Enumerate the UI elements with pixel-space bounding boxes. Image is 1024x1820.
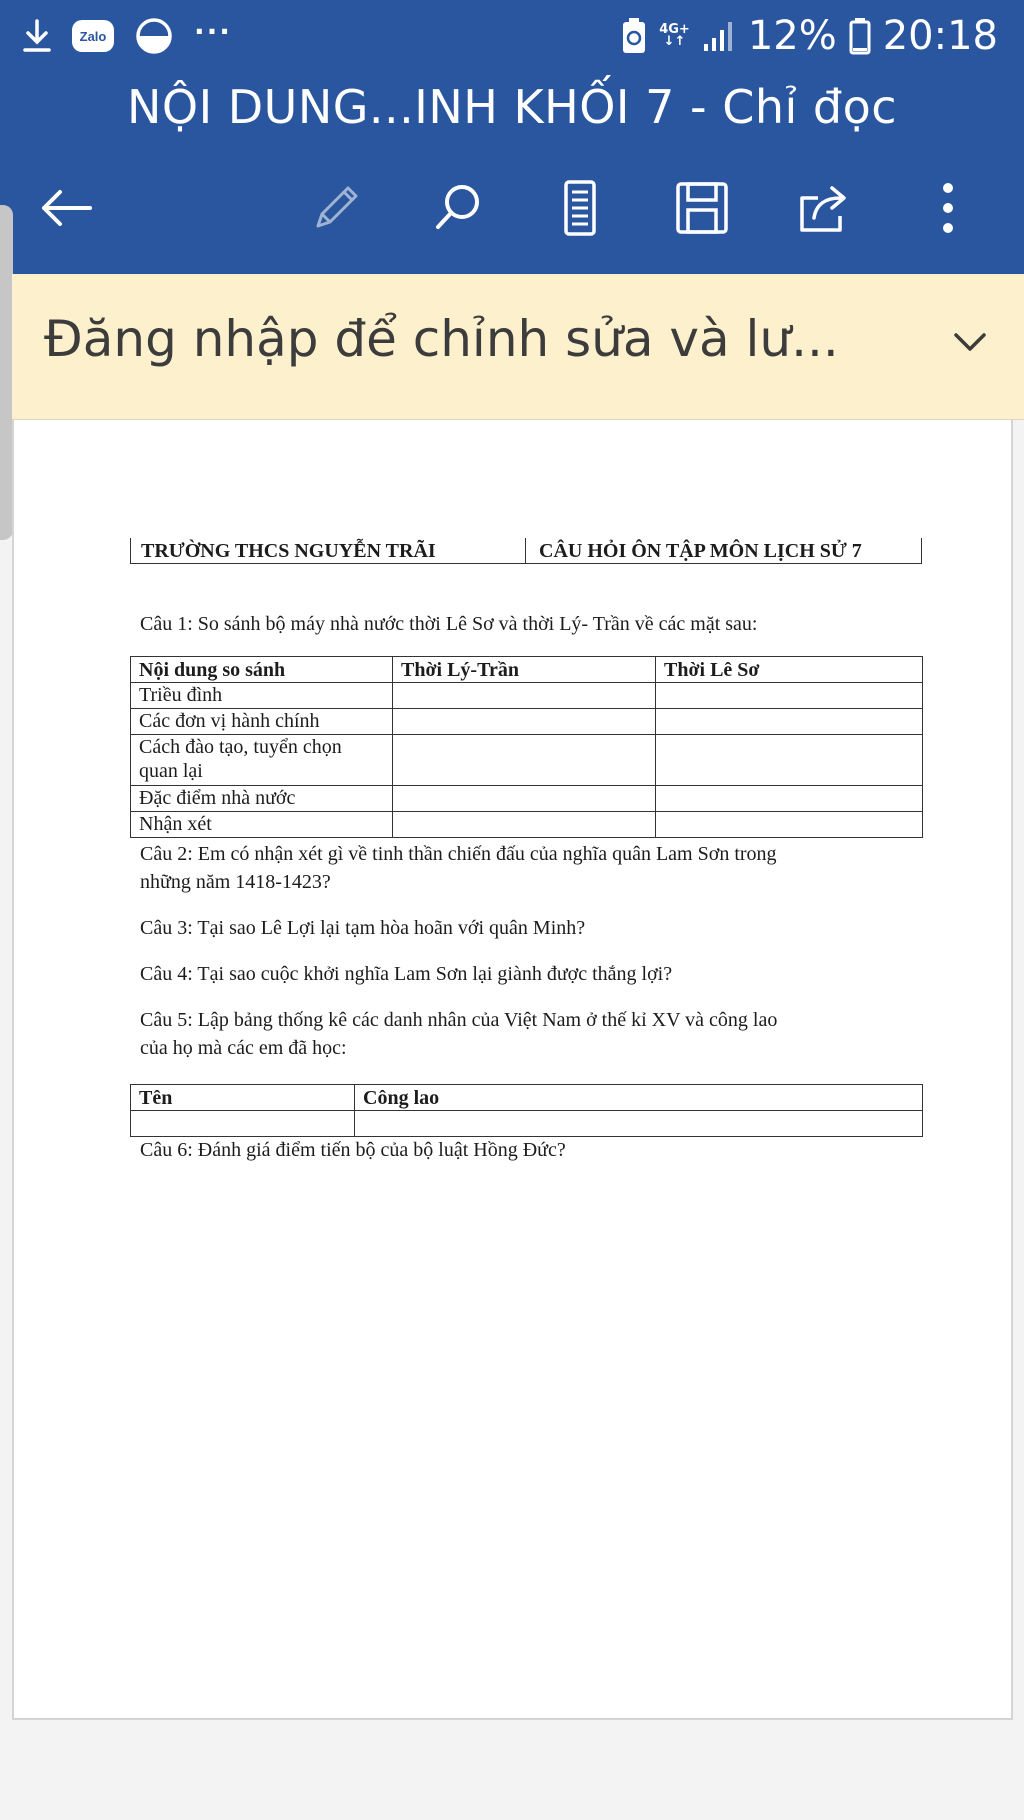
row-label: Nhận xét (131, 812, 393, 838)
table-header-cell: Công lao (355, 1085, 923, 1111)
network-arrows: ↓↑ (663, 34, 686, 49)
banner-text: Đăng nhập để chỉnh sửa và lư... (44, 310, 839, 368)
document-heading: CÂU HỎI ÔN TẬP MÔN LỊCH SỬ 7 (539, 540, 862, 562)
download-icon (22, 18, 52, 54)
app-bar (0, 0, 1024, 274)
table-row (131, 812, 923, 838)
reading-view-icon (558, 179, 602, 237)
search-button[interactable] (420, 170, 496, 246)
table-row (131, 709, 923, 735)
header-divider (525, 538, 526, 564)
sign-in-banner[interactable] (12, 274, 1024, 420)
document-header (130, 538, 922, 564)
edit-button[interactable] (298, 170, 374, 246)
reading-view-button[interactable] (542, 170, 618, 246)
more-notifications-icon: ··· (194, 14, 232, 48)
empty-cell (131, 1111, 355, 1137)
back-arrow-icon (38, 188, 94, 228)
toolbar (0, 170, 1024, 246)
network-indicator (659, 24, 690, 48)
zalo-icon: Zalo (72, 20, 114, 52)
share-icon (796, 180, 852, 236)
save-button[interactable] (664, 170, 740, 246)
question-3: Câu 3: Tại sao Lê Lợi lại tạm hòa hoãn với quân Minh? (140, 917, 586, 939)
signal-icon (702, 20, 736, 52)
table-header-cell: Thời Lý-Trần (393, 657, 656, 683)
question-1: Câu 1: So sánh bộ máy nhà nước thời Lê Sơ và thời Lý- Trần về các mặt sau: (140, 613, 758, 635)
table-row (131, 735, 923, 786)
empty-cell (393, 812, 656, 838)
status-bar (0, 0, 1024, 72)
row-label: Triều đình (131, 683, 393, 709)
row-label: Các đơn vị hành chính (131, 709, 393, 735)
battery-percent: 12% (747, 13, 837, 59)
table-row (131, 683, 923, 709)
empty-cell (656, 786, 923, 812)
banner-expand-button[interactable] (942, 314, 998, 370)
edit-pencil-icon (308, 180, 364, 236)
table-row (131, 786, 923, 812)
question-2: Câu 2: Em có nhận xét gì về tinh thần chiến đấu của nghĩa quân Lam Sơn trong những năm 1418-1423? (140, 843, 777, 893)
bottom-area (0, 1720, 1024, 1820)
empty-cell (656, 683, 923, 709)
comparison-table (130, 656, 923, 838)
share-button[interactable] (786, 170, 862, 246)
table-header-cell: Tên (131, 1085, 355, 1111)
notables-table (130, 1084, 923, 1137)
table-row (131, 1111, 923, 1137)
question-6: Câu 6: Đánh giá điểm tiến bộ của bộ luật Hồng Đức? (140, 1139, 566, 1161)
table-header-cell: Nội dung so sánh (131, 657, 393, 683)
empty-cell (656, 812, 923, 838)
clock: 20:18 (882, 13, 998, 59)
document-title: NỘI DUNG...INH KHỐI 7 - Chỉ đọc (126, 80, 898, 134)
row-label: Đặc điểm nhà nước (131, 786, 393, 812)
table-header-row (131, 1085, 923, 1111)
more-options-icon (938, 180, 958, 236)
more-options-button[interactable] (910, 170, 986, 246)
empty-cell (656, 735, 923, 786)
question-5: Câu 5: Lập bảng thống kê các danh nhân của Việt Nam ở thế kỉ XV và công lao của họ mà các em đã học: (140, 1009, 778, 1059)
empty-cell (656, 709, 923, 735)
battery-saver-icon (621, 17, 647, 55)
save-icon (674, 180, 730, 236)
row-label: Cách đào tạo, tuyển chọn quan lại (131, 735, 393, 786)
school-name: TRƯỜNG THCS NGUYỄN TRÃI (141, 540, 436, 562)
empty-cell (393, 786, 656, 812)
empty-cell (355, 1111, 923, 1137)
battery-icon (849, 17, 871, 55)
search-icon (430, 180, 486, 236)
empty-cell (393, 709, 656, 735)
table-header-row (131, 657, 923, 683)
table-header-cell: Thời Lê Sơ (656, 657, 923, 683)
empty-cell (393, 683, 656, 709)
back-button[interactable] (28, 170, 104, 246)
data-saver-icon (134, 16, 174, 56)
question-4: Câu 4: Tại sao cuộc khởi nghĩa Lam Sơn lại giành được thắng lợi? (140, 963, 673, 985)
chevron-down-icon (953, 331, 987, 353)
document-page[interactable] (12, 420, 1013, 1720)
network-type: 4G+ (659, 22, 690, 37)
empty-cell (393, 735, 656, 786)
